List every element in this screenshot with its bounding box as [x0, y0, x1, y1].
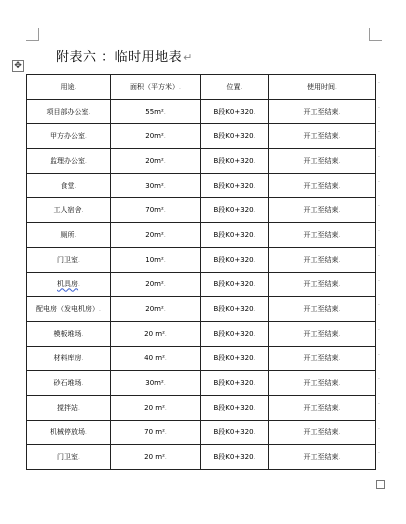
cell-end-mark: .	[338, 231, 341, 239]
cell-usage-text: 食堂	[60, 181, 75, 190]
cell-end-mark: .	[81, 207, 84, 215]
cell-area-text: 10m²	[145, 255, 164, 264]
header-cell-period[interactable]	[269, 75, 376, 100]
cell-usage-text: 甲方办公室	[50, 132, 86, 141]
cell-end-mark: .	[164, 454, 167, 462]
document-title-text: 附表六 ：临时用地表	[56, 50, 183, 65]
table-row	[27, 346, 376, 371]
table-resize-handle[interactable]	[376, 480, 385, 489]
cell-end-mark: .	[163, 306, 166, 314]
cell-location-text: B段K0+320	[213, 329, 254, 338]
cell-end-mark: .	[338, 404, 341, 412]
cell-end-mark: .	[163, 108, 166, 116]
cell-end-mark: .	[338, 182, 341, 190]
cell-location-text: B段K0+320	[213, 107, 254, 116]
table-row	[27, 173, 376, 198]
row-end-mark: .	[378, 177, 380, 184]
cell-usage-text: 配电房（发电机房）	[36, 305, 100, 314]
cell-area[interactable]	[111, 99, 201, 124]
cell-end-mark: .	[164, 330, 167, 338]
cell-end-mark: .	[253, 231, 256, 239]
cell-end-mark: .	[338, 380, 341, 388]
cell-area-text: 20 m²	[144, 329, 165, 338]
cell-location-text: B段K0+320	[213, 181, 254, 190]
cell-end-mark: .	[253, 404, 256, 412]
cell-location-text: B段K0+320	[213, 132, 254, 141]
cell-end-mark: .	[85, 429, 87, 437]
header-cell-period-text: 使用时间	[307, 82, 336, 91]
cell-usage-text: 工人宿舍	[53, 206, 82, 215]
cell-period[interactable]	[269, 272, 376, 297]
cell-end-mark: .	[338, 355, 341, 363]
cell-end-mark: .	[78, 256, 80, 264]
cell-end-mark: .	[179, 83, 181, 91]
cell-end-mark: .	[163, 133, 166, 141]
cell-area-text: 20 m²	[144, 453, 165, 462]
cell-end-mark: .	[338, 330, 341, 338]
cell-area[interactable]	[111, 272, 201, 297]
cell-end-mark: .	[338, 306, 341, 314]
cell-end-mark: .	[78, 281, 80, 289]
row-end-mark: .	[378, 276, 380, 283]
table-row	[27, 223, 376, 248]
cell-location[interactable]	[201, 124, 269, 149]
cell-usage[interactable]	[27, 272, 111, 297]
cell-location[interactable]	[201, 371, 269, 396]
cell-location[interactable]	[201, 346, 269, 371]
cell-usage-text: 搅拌站	[57, 403, 79, 412]
cell-end-mark: .	[81, 330, 84, 338]
document-title	[56, 46, 193, 65]
cell-period-text: 开工至结束	[303, 453, 339, 462]
table-row	[27, 149, 376, 174]
cell-area[interactable]	[111, 198, 201, 223]
cell-end-mark: .	[338, 108, 341, 116]
cell-location[interactable]	[201, 321, 269, 346]
cell-end-mark: .	[163, 281, 166, 289]
cell-end-mark: .	[163, 207, 166, 215]
cell-end-mark: .	[240, 83, 243, 91]
cell-usage[interactable]	[27, 346, 111, 371]
table-header-row	[27, 75, 376, 100]
cell-end-mark: .	[338, 207, 341, 215]
table-row	[27, 297, 376, 322]
cell-period[interactable]	[269, 99, 376, 124]
cell-end-mark: .	[253, 207, 256, 215]
cell-period-text: 开工至结束	[303, 181, 339, 190]
cell-end-mark: .	[163, 182, 166, 190]
cell-area[interactable]	[111, 149, 201, 174]
row-end-mark: .	[378, 103, 380, 110]
cell-end-mark: .	[74, 231, 77, 239]
cell-area[interactable]	[111, 247, 201, 272]
cell-end-mark: .	[78, 404, 80, 412]
cell-end-mark: .	[81, 380, 84, 388]
cell-usage[interactable]	[27, 297, 111, 322]
cell-period-text: 开工至结束	[303, 156, 339, 165]
cell-area[interactable]	[111, 124, 201, 149]
cell-location[interactable]	[201, 247, 269, 272]
table-row	[27, 99, 376, 124]
table-row	[27, 247, 376, 272]
cell-end-mark: .	[253, 330, 256, 338]
cell-end-mark: .	[81, 355, 84, 363]
cell-usage-text: 门卫室	[57, 255, 79, 264]
cell-usage-text: 项目部办公室	[46, 107, 89, 116]
row-end-mark: .	[378, 448, 380, 455]
cell-period[interactable]	[269, 297, 376, 322]
header-cell-location[interactable]	[201, 75, 269, 100]
cell-location-text: B段K0+320	[213, 206, 254, 215]
land-use-table	[26, 74, 376, 470]
row-end-mark: .	[378, 399, 380, 406]
cell-end-mark: .	[253, 256, 256, 264]
cell-end-mark: .	[253, 306, 256, 314]
row-end-mark: .	[378, 300, 380, 307]
cell-end-mark: .	[85, 133, 87, 141]
cell-location-text: B段K0+320	[213, 403, 254, 412]
cell-end-mark: .	[338, 281, 341, 289]
cell-location-text: B段K0+320	[213, 156, 254, 165]
cell-usage-text: 门卫室	[57, 453, 79, 462]
row-end-mark: .	[378, 350, 380, 357]
cell-end-mark: .	[253, 108, 256, 116]
cell-area[interactable]	[111, 297, 201, 322]
row-end-mark: .	[378, 201, 380, 208]
cell-usage-text: 机具房	[57, 280, 79, 289]
cell-usage-text: 机械停放场	[50, 428, 86, 437]
row-end-mark: .	[378, 374, 380, 381]
table-move-handle-icon[interactable]: ✥	[12, 60, 24, 72]
table-row	[27, 420, 376, 445]
cell-usage[interactable]	[27, 99, 111, 124]
table-row	[27, 272, 376, 297]
cell-usage[interactable]	[27, 223, 111, 248]
table-row	[27, 124, 376, 149]
page-corner-top-left	[26, 28, 39, 41]
cell-period-text: 开工至结束	[303, 379, 339, 388]
table-row	[27, 371, 376, 396]
cell-period-text: 开工至结束	[303, 255, 339, 264]
cell-end-mark: .	[335, 83, 337, 91]
cell-end-mark: .	[253, 157, 256, 165]
cell-end-mark: .	[338, 454, 341, 462]
cell-usage[interactable]	[27, 395, 111, 420]
cell-end-mark: .	[253, 133, 256, 141]
cell-end-mark: .	[253, 380, 256, 388]
row-end-mark: .	[378, 78, 380, 85]
cell-area[interactable]	[111, 395, 201, 420]
cell-area-text: 30m²	[145, 181, 164, 190]
cell-location[interactable]	[201, 149, 269, 174]
header-cell-area[interactable]	[111, 75, 201, 100]
cell-usage[interactable]	[27, 445, 111, 470]
row-end-mark: .	[378, 325, 380, 332]
cell-period[interactable]	[269, 223, 376, 248]
cell-end-mark: .	[338, 256, 341, 264]
cell-area[interactable]	[111, 223, 201, 248]
cell-period[interactable]	[269, 198, 376, 223]
cell-period[interactable]	[269, 395, 376, 420]
cell-location-text: B段K0+320	[213, 255, 254, 264]
cell-end-mark: .	[164, 429, 167, 437]
cell-end-mark: .	[163, 380, 166, 388]
cell-location-text: B段K0+320	[213, 379, 254, 388]
cell-location[interactable]	[201, 297, 269, 322]
cell-period[interactable]	[269, 321, 376, 346]
cell-period-text: 开工至结束	[303, 354, 339, 363]
cell-area-text: 20m²	[145, 305, 164, 314]
header-cell-usage-text: 用途	[60, 82, 75, 91]
cell-usage-text: 砂石堆场	[53, 379, 82, 388]
cell-area[interactable]	[111, 346, 201, 371]
cell-end-mark: .	[74, 83, 77, 91]
cell-area[interactable]	[111, 321, 201, 346]
cell-usage[interactable]	[27, 149, 111, 174]
cell-area-text: 30m²	[145, 379, 164, 388]
cell-period[interactable]	[269, 346, 376, 371]
cell-usage[interactable]	[27, 198, 111, 223]
cell-period-text: 开工至结束	[303, 206, 339, 215]
cell-period[interactable]	[269, 124, 376, 149]
cell-end-mark: .	[253, 454, 256, 462]
cell-area-text: 20m²	[145, 156, 164, 165]
cell-location-text: B段K0+320	[213, 230, 254, 239]
cell-area[interactable]	[111, 371, 201, 396]
cell-usage-text: 厕所	[60, 230, 75, 239]
cell-end-mark: .	[338, 133, 341, 141]
cell-period-text: 开工至结束	[303, 305, 339, 314]
cell-usage[interactable]	[27, 321, 111, 346]
cell-area-text: 70 m²	[144, 428, 165, 437]
cell-period[interactable]	[269, 445, 376, 470]
cell-location[interactable]	[201, 173, 269, 198]
cell-area-text: 70m²	[145, 206, 164, 215]
cell-end-mark: .	[99, 306, 101, 314]
cell-period-text: 开工至结束	[303, 107, 339, 116]
cell-end-mark: .	[163, 256, 166, 264]
cell-location[interactable]	[201, 223, 269, 248]
row-end-mark: .	[378, 226, 380, 233]
cell-end-mark: .	[85, 157, 87, 165]
cell-period[interactable]	[269, 173, 376, 198]
cell-end-mark: .	[338, 429, 341, 437]
cell-end-mark: .	[163, 157, 166, 165]
cell-period-text: 开工至结束	[303, 403, 339, 412]
cell-area[interactable]	[111, 445, 201, 470]
cell-usage[interactable]	[27, 371, 111, 396]
cell-area-text: 40 m²	[144, 354, 165, 363]
cell-end-mark: .	[163, 231, 166, 239]
cell-usage-text: 监理办公室	[50, 156, 86, 165]
cell-end-mark: .	[74, 182, 77, 190]
cell-end-mark: .	[253, 182, 256, 190]
cell-end-mark: .	[78, 454, 80, 462]
cell-period-text: 开工至结束	[303, 280, 339, 289]
cell-end-mark: .	[253, 429, 256, 437]
cell-end-mark: .	[88, 108, 91, 116]
cell-location[interactable]	[201, 420, 269, 445]
cell-period-text: 开工至结束	[303, 428, 339, 437]
cell-period[interactable]	[269, 371, 376, 396]
cell-location[interactable]	[201, 272, 269, 297]
cell-end-mark: .	[164, 404, 167, 412]
cell-location[interactable]	[201, 99, 269, 124]
cell-location-text: B段K0+320	[213, 354, 254, 363]
cell-location[interactable]	[201, 198, 269, 223]
header-cell-location-text: 位置	[226, 82, 241, 91]
cell-period-text: 开工至结束	[303, 329, 339, 338]
row-end-mark: .	[378, 251, 380, 258]
table-row	[27, 321, 376, 346]
cell-usage[interactable]	[27, 247, 111, 272]
cell-area-text: 20 m²	[144, 403, 165, 412]
header-cell-usage[interactable]	[27, 75, 111, 100]
cell-usage[interactable]	[27, 173, 111, 198]
cell-area-text: 20m²	[145, 132, 164, 141]
row-end-mark: .	[378, 424, 380, 431]
cell-period-text: 开工至结束	[303, 230, 339, 239]
cell-period-text: 开工至结束	[303, 132, 339, 141]
cell-area-text: 55m²	[145, 107, 164, 116]
table-row	[27, 395, 376, 420]
cell-area[interactable]	[111, 420, 201, 445]
cell-usage[interactable]	[27, 420, 111, 445]
cell-area-text: 20m²	[145, 280, 164, 289]
cell-location-text: B段K0+320	[213, 280, 254, 289]
row-end-mark: .	[378, 152, 380, 159]
cell-usage-text: 模板堆场	[53, 329, 82, 338]
cell-location-text: B段K0+320	[213, 428, 254, 437]
cell-location-text: B段K0+320	[213, 453, 254, 462]
header-cell-area-text: 面积（平方米）	[130, 82, 180, 91]
cell-usage[interactable]	[27, 124, 111, 149]
cell-location[interactable]	[201, 445, 269, 470]
cell-end-mark: .	[164, 355, 167, 363]
table-row	[27, 198, 376, 223]
cell-period[interactable]	[269, 420, 376, 445]
cell-usage-text: 材料库房	[53, 354, 82, 363]
paragraph-mark: ↵	[183, 51, 193, 64]
row-end-mark: .	[378, 127, 380, 134]
cell-area-text: 20m²	[145, 230, 164, 239]
cell-location[interactable]	[201, 395, 269, 420]
cell-end-mark: .	[253, 281, 256, 289]
page-corner-top-right	[369, 28, 382, 41]
cell-end-mark: .	[253, 355, 256, 363]
cell-location-text: B段K0+320	[213, 305, 254, 314]
cell-area[interactable]	[111, 173, 201, 198]
cell-end-mark: .	[338, 157, 341, 165]
cell-period[interactable]	[269, 149, 376, 174]
cell-period[interactable]	[269, 247, 376, 272]
table-row	[27, 445, 376, 470]
